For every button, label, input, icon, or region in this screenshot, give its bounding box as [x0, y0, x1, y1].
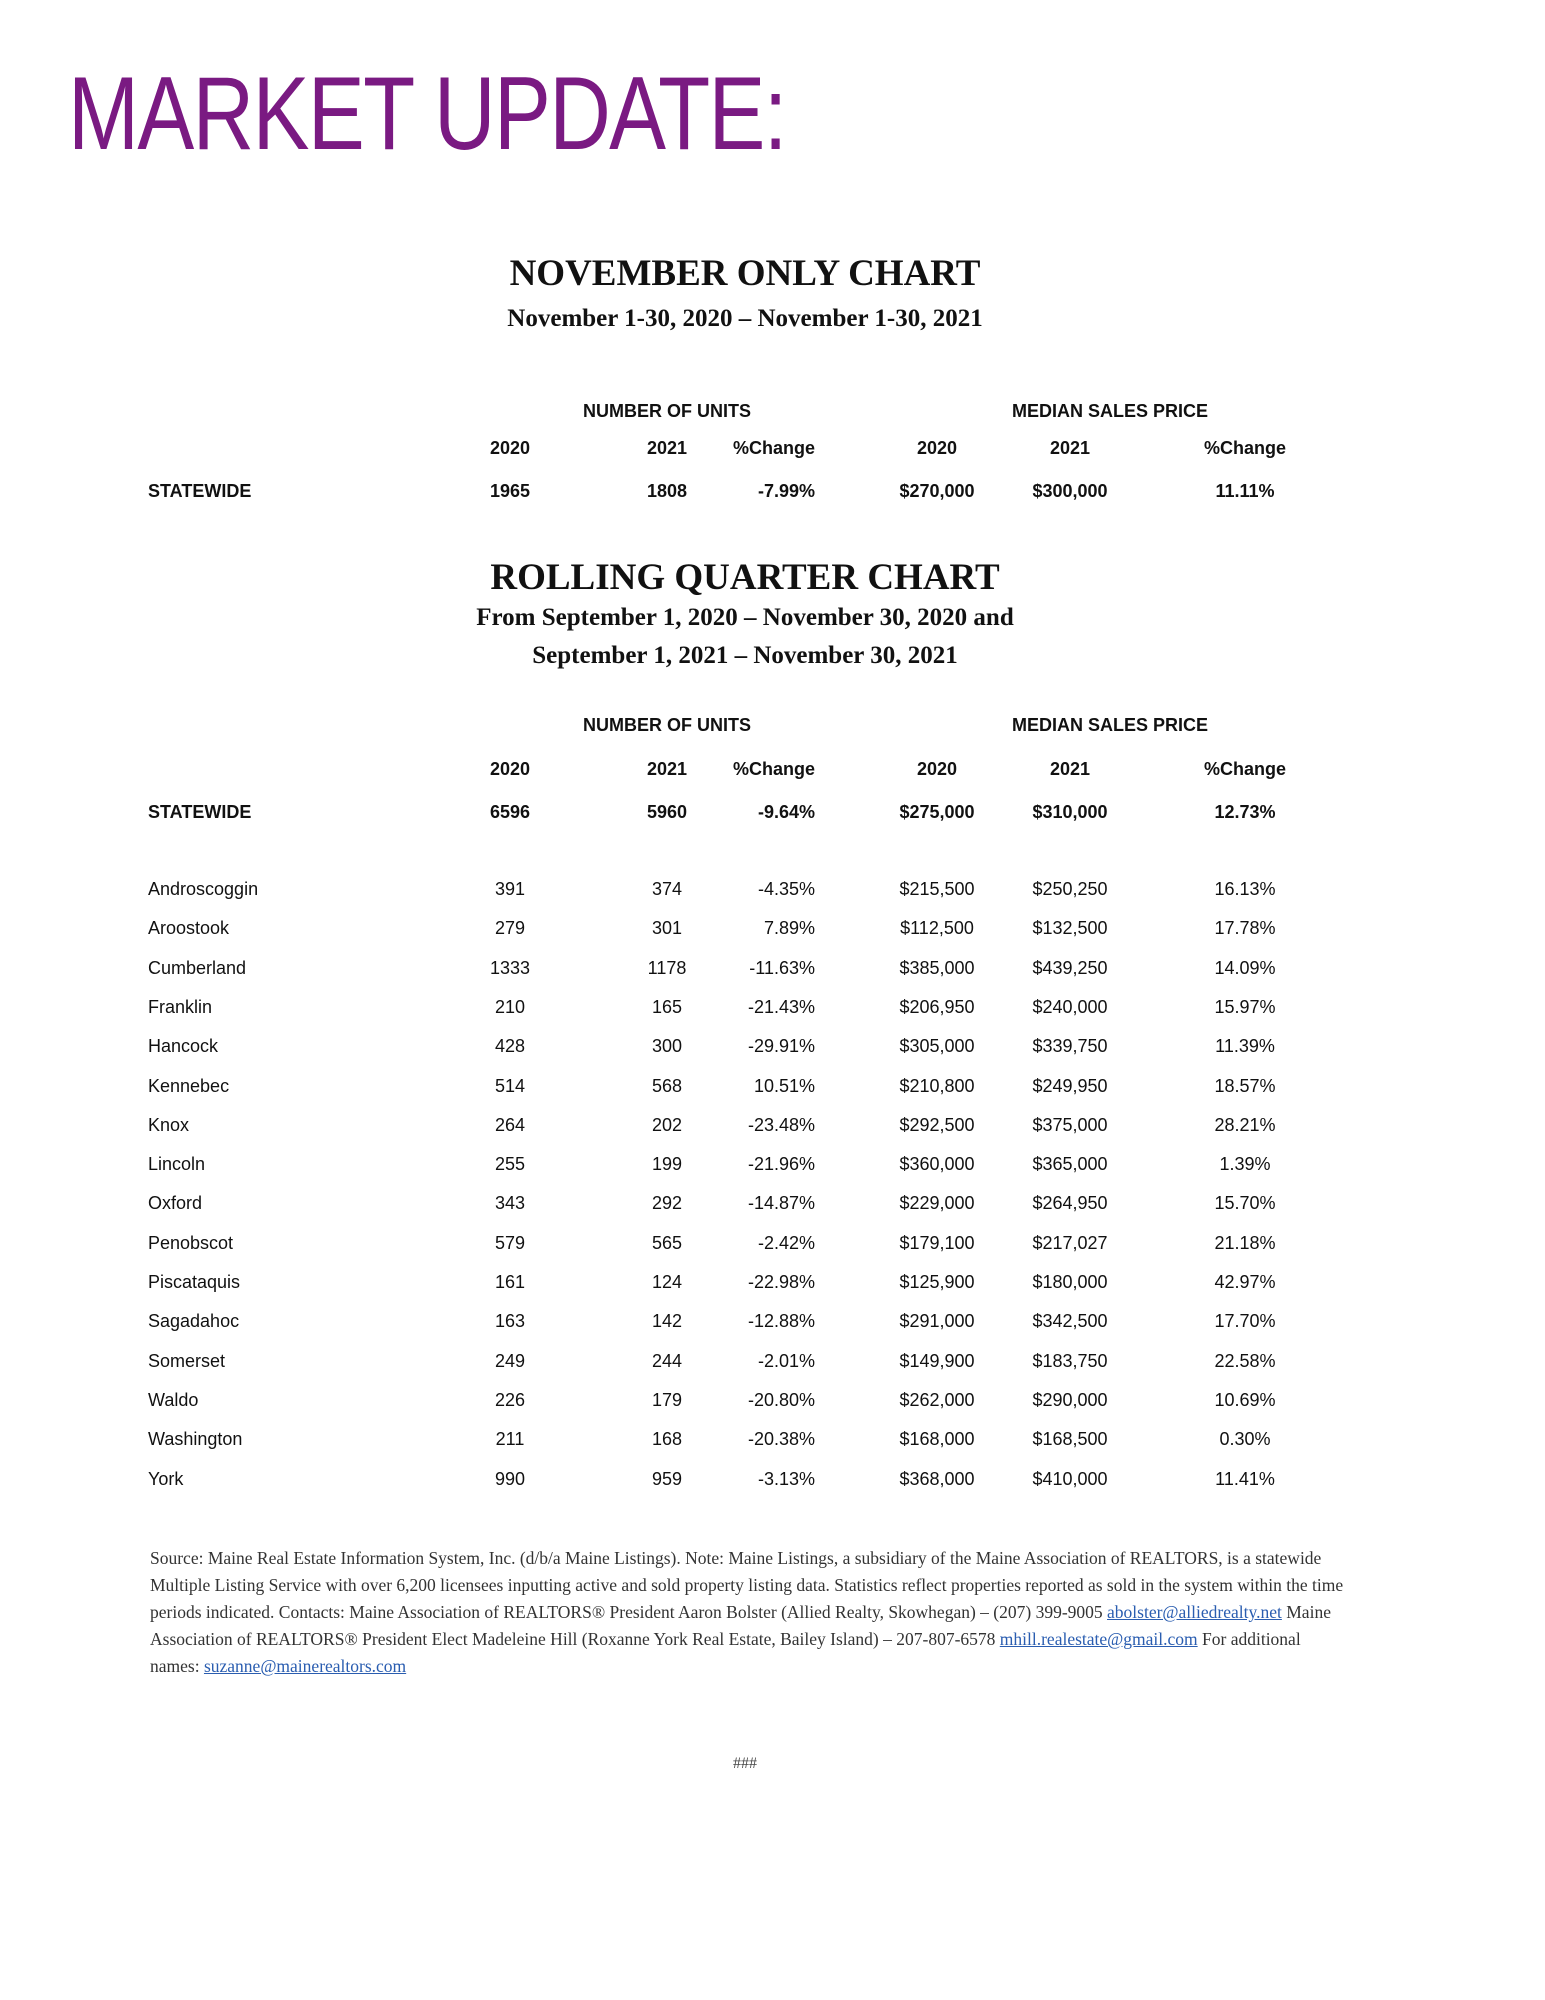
column-header: %Change [732, 438, 815, 458]
county-name: York [148, 1468, 184, 1489]
table-cell: $168,500 [1032, 1429, 1108, 1450]
email-link-hill[interactable]: mhill.realestate@gmail.com [999, 1629, 1198, 1649]
table-cell: $292,500 [899, 1114, 975, 1135]
table-cell: 300 [651, 1036, 683, 1057]
table-cell: 28.21% [1214, 1114, 1276, 1135]
table-cell: 1178 [647, 957, 687, 978]
table-cell: 17.78% [1214, 918, 1276, 939]
county-name: Aroostook [148, 918, 230, 939]
column-header: %Change [732, 759, 815, 779]
table-cell: 959 [651, 1468, 683, 1489]
table-cell: 15.97% [1214, 996, 1276, 1017]
county-name: Washington [148, 1429, 243, 1450]
statewide-value: -7.99% [757, 481, 815, 501]
table-cell: -23.48% [747, 1114, 815, 1135]
county-name: Kennebec [148, 1075, 230, 1096]
table-cell: 343 [494, 1193, 526, 1214]
column-header: %Change [1203, 438, 1287, 458]
column-header: 2020 [489, 438, 531, 458]
county-name: Piscataquis [148, 1272, 241, 1292]
county-name: Lincoln [148, 1154, 206, 1175]
table-cell: $215,500 [899, 879, 975, 899]
table-cell: 165 [651, 996, 683, 1017]
statewide-value: $310,000 [1032, 802, 1108, 822]
statewide-value: 5960 [646, 802, 688, 822]
table-cell: $360,000 [899, 1154, 975, 1175]
table-cell: 10.69% [1214, 1389, 1276, 1410]
statewide-label: STATEWIDE [148, 802, 252, 822]
county-name: Somerset [148, 1350, 226, 1371]
end-mark: ### [733, 1755, 757, 1772]
november-chart-title: NOVEMBER ONLY CHART [509, 253, 981, 294]
table-cell: -21.43% [747, 996, 815, 1017]
table-cell: 391 [494, 879, 526, 899]
table-cell: $365,000 [1032, 1154, 1108, 1175]
table-cell: 199 [651, 1154, 683, 1175]
county-name: Cumberland [148, 957, 247, 978]
table-cell: 579 [494, 1232, 526, 1253]
county-name: Penobscot [148, 1232, 234, 1253]
statewide-value: -9.64% [757, 802, 815, 822]
table-cell: 1333 [489, 957, 531, 978]
statewide-value: 12.73% [1214, 802, 1276, 822]
table-cell: 14.09% [1214, 957, 1276, 978]
statewide-value: $275,000 [899, 802, 975, 822]
table-cell: 1.39% [1219, 1154, 1271, 1175]
statewide-value: $270,000 [899, 481, 975, 501]
source-text-1: Source: Maine Real Estate Information System, Inc. (d/b/a Maine Listings). Note: Maine Listings, a subsidiary of the Maine Association of REALTORS, is a statewide Multiple Listing Service with over 6,200 licensees inputting active and sold property listing data. Statistics reflect properties reported as sold in the system within the time periods indicated. Contacts: Maine Association of REALTORS® President Aaron Bolster (Allied Realty, Skowhegan) – (207) 399-9005 [150, 1548, 1344, 1622]
table-cell: $206,950 [899, 996, 975, 1017]
table-cell: 990 [494, 1468, 526, 1489]
table-cell: $410,000 [1032, 1468, 1108, 1489]
table-cell: 142 [651, 1311, 683, 1332]
column-header: 2021 [1049, 759, 1091, 779]
table-cell: 428 [494, 1036, 526, 1057]
table-cell: $240,000 [1032, 996, 1108, 1017]
table-cell: 124 [651, 1272, 683, 1292]
table-cell: 211 [495, 1429, 525, 1450]
table-cell: 21.18% [1214, 1232, 1276, 1253]
email-link-suzanne[interactable]: suzanne@mainerealtors.com [203, 1656, 407, 1676]
county-name: Hancock [148, 1036, 219, 1057]
source-text-3: For additional names: [150, 1629, 1301, 1676]
group-header-price: MEDIAN SALES PRICE [1011, 715, 1209, 735]
table-cell: -14.87% [747, 1193, 815, 1214]
table-cell: $183,750 [1032, 1350, 1108, 1371]
group-header-price: MEDIAN SALES PRICE [1011, 401, 1209, 421]
table-cell: $217,027 [1032, 1232, 1108, 1253]
table-cell: 279 [494, 918, 526, 939]
rolling-chart-subtitle-line2: September 1, 2021 – November 30, 2021 [532, 642, 958, 669]
statewide-value: 1808 [646, 481, 688, 501]
table-cell: $132,500 [1032, 918, 1108, 939]
table-cell: 0.30% [1219, 1429, 1271, 1450]
column-header: 2021 [1049, 438, 1091, 458]
table-cell: $342,500 [1032, 1311, 1108, 1332]
table-cell: $149,900 [899, 1350, 975, 1371]
table-cell: -29.91% [747, 1036, 815, 1057]
table-cell: $375,000 [1032, 1114, 1108, 1135]
table-cell: $125,900 [899, 1272, 975, 1292]
statewide-value: $300,000 [1032, 481, 1108, 501]
table-cell: -3.13% [757, 1468, 815, 1489]
column-header: 2020 [916, 438, 958, 458]
group-header-units: NUMBER OF UNITS [583, 715, 751, 735]
county-name: Oxford [148, 1193, 203, 1214]
table-cell: $229,000 [899, 1193, 975, 1214]
column-header: 2020 [489, 759, 531, 779]
table-cell: 168 [651, 1429, 683, 1450]
table-cell: -2.01% [757, 1350, 815, 1371]
table-cell: $179,100 [899, 1232, 975, 1253]
column-header: 2021 [646, 438, 688, 458]
page-title: MARKET UPDATE: [68, 56, 786, 172]
table-cell: $180,000 [1032, 1272, 1108, 1292]
table-cell: $291,000 [899, 1311, 975, 1332]
table-cell: 226 [494, 1389, 526, 1410]
table-cell: 10.51% [753, 1075, 815, 1096]
table-cell: $112,500 [900, 918, 974, 939]
table-cell: -4.35% [757, 879, 815, 899]
table-cell: 16.13% [1214, 879, 1276, 899]
table-cell: 568 [651, 1075, 683, 1096]
table-cell: 292 [651, 1193, 683, 1214]
rolling-chart-title: ROLLING QUARTER CHART [490, 557, 1000, 598]
table-cell: -12.88% [747, 1311, 815, 1332]
rolling-chart-subtitle-line1: From September 1, 2020 – November 30, 2020 and [476, 604, 1014, 631]
table-cell: 210 [494, 996, 526, 1017]
source-note [150, 1545, 1350, 1680]
email-link-bolster[interactable]: abolster@alliedrealty.net [1107, 1602, 1282, 1622]
source-text-2: Maine Association of REALTORS® President Elect Madeleine Hill (Roxanne York Real Estate, Bailey Island) – 207-807-6578 [150, 1602, 1331, 1649]
table-cell: -20.80% [747, 1389, 815, 1410]
table-cell: -22.98% [747, 1272, 815, 1292]
county-name: Franklin [148, 996, 213, 1017]
county-name: Androscoggin [148, 879, 259, 899]
table-cell: -2.42% [757, 1232, 815, 1253]
november-chart-subtitle: November 1-30, 2020 – November 1-30, 2021 [507, 305, 983, 332]
table-cell: 301 [651, 918, 683, 939]
table-cell: 163 [494, 1311, 526, 1332]
table-cell: $210,800 [899, 1075, 975, 1096]
table-cell: -21.96% [747, 1154, 815, 1175]
table-cell: 7.89% [763, 918, 815, 939]
table-cell: 264 [494, 1114, 526, 1135]
table-cell: 565 [651, 1232, 683, 1253]
table-cell: 42.97% [1214, 1272, 1276, 1292]
county-name: Knox [148, 1114, 190, 1135]
table-cell: 179 [651, 1389, 683, 1410]
table-cell: 161 [494, 1272, 526, 1292]
group-header-units: NUMBER OF UNITS [583, 401, 751, 421]
table-cell: 15.70% [1214, 1193, 1276, 1214]
table-cell: $250,250 [1032, 879, 1108, 899]
table-cell: $168,000 [899, 1429, 975, 1450]
table-cell: 22.58% [1214, 1350, 1276, 1371]
column-header: 2021 [646, 759, 688, 779]
table-cell: $264,950 [1032, 1193, 1108, 1214]
table-cell: $439,250 [1032, 957, 1108, 978]
table-cell: 11.41% [1215, 1468, 1275, 1489]
table-cell: 514 [494, 1075, 526, 1096]
table-cell: 202 [651, 1114, 683, 1135]
table-cell: $262,000 [899, 1389, 975, 1410]
column-header: 2020 [916, 759, 958, 779]
table-cell: $385,000 [899, 957, 975, 978]
table-cell: 374 [651, 879, 683, 899]
table-cell: $305,000 [899, 1036, 975, 1057]
county-name: Sagadahoc [148, 1311, 240, 1332]
table-cell: -20.38% [747, 1429, 815, 1450]
statewide-value: 11.11% [1215, 481, 1275, 501]
county-name: Waldo [148, 1389, 199, 1410]
table-cell: 17.70% [1214, 1311, 1276, 1332]
table-cell: 18.57% [1214, 1075, 1276, 1096]
table-cell: $368,000 [899, 1468, 975, 1489]
table-cell: $290,000 [1032, 1389, 1108, 1410]
table-cell: 244 [651, 1350, 683, 1371]
table-cell: 11.39% [1215, 1036, 1275, 1057]
table-cell: $249,950 [1032, 1075, 1108, 1096]
statewide-value: 1965 [489, 481, 531, 501]
column-header: %Change [1203, 759, 1287, 779]
table-cell: 249 [494, 1350, 526, 1371]
table-cell: $339,750 [1032, 1036, 1108, 1057]
statewide-value: 6596 [489, 802, 531, 822]
table-cell: -11.63% [749, 957, 815, 978]
statewide-label: STATEWIDE [148, 481, 252, 501]
table-cell: 255 [494, 1154, 526, 1175]
